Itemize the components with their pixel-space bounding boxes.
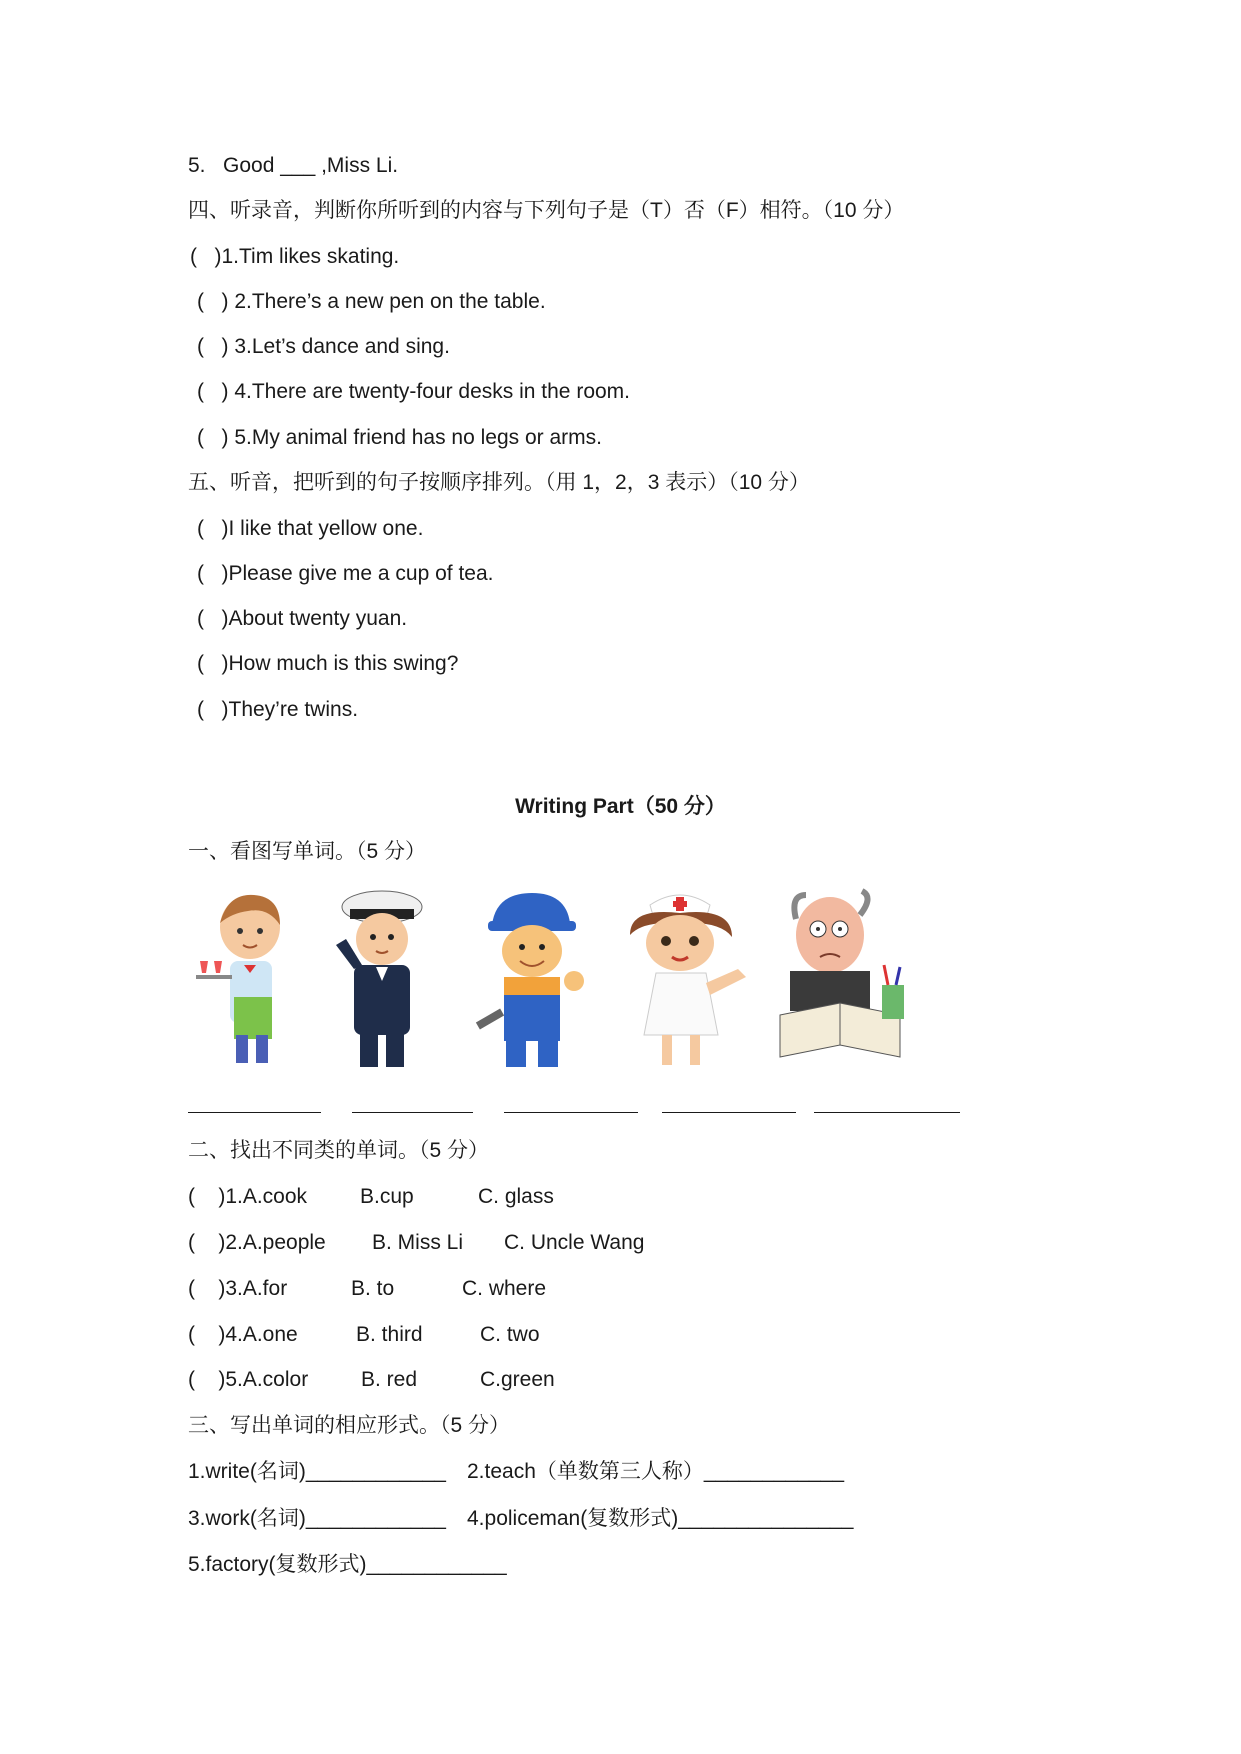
fill-item: 2.teach（单数第三人称）____________: [467, 1460, 845, 1483]
nurse-icon: [610, 885, 755, 1075]
fill-item: 5.factory(复数形式)____________: [188, 1553, 507, 1576]
option-b: B. third: [356, 1323, 423, 1346]
option-a: ( )2.A.people: [188, 1231, 326, 1254]
option-b: B. to: [351, 1277, 395, 1300]
option-a: ( )1.A.cook: [188, 1185, 308, 1208]
option-c: C. glass: [478, 1185, 554, 1208]
section4-title: 四、听录音，判断你所听到的内容与下列句子是（T）否（F）相符。（10 分）: [188, 199, 905, 222]
option-a: ( )3.A.for: [188, 1277, 288, 1300]
answer-line[interactable]: [352, 1110, 473, 1113]
writer-icon: [770, 885, 915, 1075]
list-item: ( )About twenty yuan.: [197, 607, 408, 630]
list-item: ( )I like that yellow one.: [197, 517, 424, 540]
section3-title: 三、写出单词的相应形式。（5 分）: [188, 1414, 511, 1437]
option-c: C.green: [480, 1368, 555, 1391]
list-item: ( ) 2.There’s a new pen on the table.: [197, 290, 546, 313]
section5-title: 五、听音，把听到的句子按顺序排列。（用 1，2，3 表示）（10 分）: [188, 471, 810, 494]
list-item: ( )1.Tim likes skating.: [190, 245, 400, 268]
option-b: B. Miss Li: [372, 1231, 464, 1254]
answer-line[interactable]: [188, 1110, 321, 1113]
policeman-icon: [326, 885, 438, 1075]
section2-title: 二、找出不同类的单词。（5 分）: [188, 1139, 490, 1162]
option-b: B.cup: [360, 1185, 414, 1208]
option-c: C. where: [462, 1277, 547, 1300]
option-a: ( )4.A.one: [188, 1323, 298, 1346]
worker-icon: [470, 885, 595, 1075]
question-5: 5. Good ___ ,Miss Li.: [188, 154, 399, 177]
list-item: ( )Please give me a cup of tea.: [197, 562, 494, 585]
answer-line[interactable]: [662, 1110, 796, 1113]
list-item: ( ) 5.My animal friend has no legs or arms.: [197, 426, 602, 449]
option-b: B. red: [361, 1368, 418, 1391]
section1-title: 一、看图写单词。（5 分）: [188, 840, 427, 863]
list-item: ( ) 3.Let’s dance and sing.: [197, 335, 450, 358]
answer-line[interactable]: [504, 1110, 638, 1113]
writing-part-title: Writing Part（50 分）: [515, 795, 726, 818]
waiter-icon: [188, 885, 308, 1075]
list-item: ( )How much is this swing?: [197, 652, 459, 675]
fill-item: 1.write(名词)____________: [188, 1460, 446, 1483]
list-item: ( )They’re twins.: [197, 698, 359, 721]
fill-item: 3.work(名词)____________: [188, 1507, 446, 1530]
option-a: ( )5.A.color: [188, 1368, 309, 1391]
list-item: ( ) 4.There are twenty-four desks in the room.: [197, 380, 631, 403]
answer-line[interactable]: [814, 1110, 960, 1113]
option-c: C. Uncle Wang: [504, 1231, 645, 1254]
option-c: C. two: [480, 1323, 540, 1346]
fill-item: 4.policeman(复数形式)_______________: [467, 1507, 854, 1530]
